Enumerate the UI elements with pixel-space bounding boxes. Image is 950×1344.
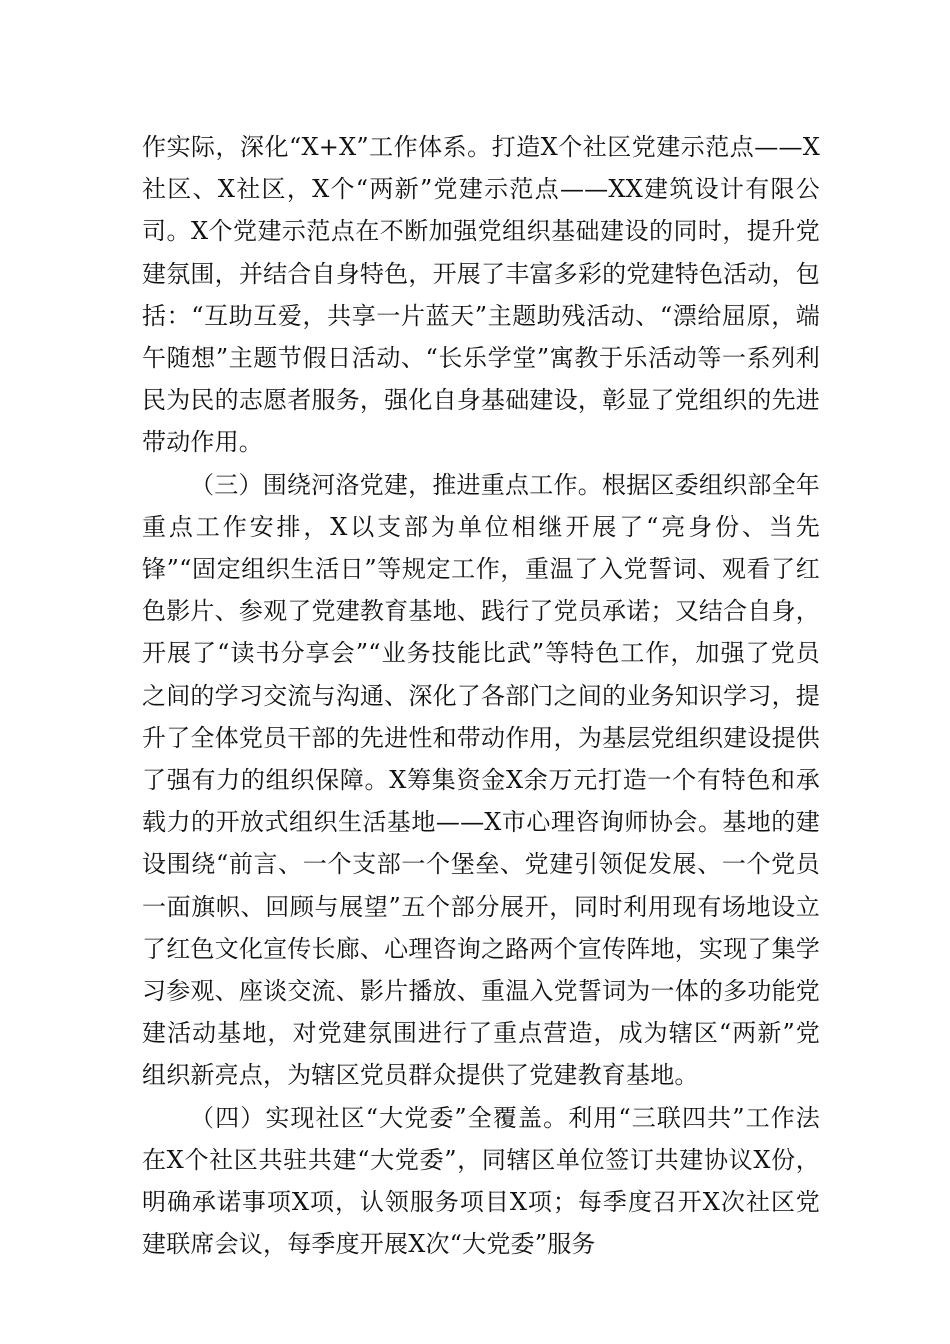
paragraph-continuation: 作实际，深化“X+X”工作体系。打造X个社区党建示范点——X社区、X社区，X个“两新”党建示范点——XX建筑设计有限公司。X个党建示范点在不断加强党组织基础建设的同时，提升党建氛围，并结合自身特色，开展了丰富多彩的党建特色活动，包括：“互助互爱，共享一片蓝天”主题助残活动、“漂给屈原，端午随想”主题节假日活动、“长乐学堂”寓教于乐活动等一系列利民为民的志愿者服务，强化自身基础建设，彰显了党组织的先进带动作用。 xyxy=(142,133,820,457)
paragraph-section-three: （三）围绕河洛党建，推进重点工作。根据区委组织部全年重点工作安排，X以支部为单位相继开展了“亮身份、当先锋”“固定组织生活日”等规定工作，重温了入党誓词、观看了红色影片、参观了党建教育基地、践行了党员承诺；又结合自身，开展了“读书分享会”“业务技能比武”等特色工作，加强了党员之间的学习交流与沟通、深化了各部门之间的业务知识学习，提升了全体党员干部的先进性和带动作用，为基层党组织建设提供了强有力的组织保障。X筹集资金X余万元打造一个有特色和承载力的开放式组织生活基地——X市心理咨询师协会。基地的建设围绕“前言、一个支部一个堡垒、党建引领促发展、一个党员一面旗帜、回顾与展望”五个部分展开，同时利用现有场地设立了红色文化宣传长廊、心理咨询之路两个宣传阵地，实现了集学习参观、座谈交流、影片播放、重温入党誓词为一体的多功能党建活动基地，对党建氛围进行了重点营造，成为辖区“两新”党组织新亮点，为辖区党员群众提供了党建教育基地。 xyxy=(142,470,820,1090)
paragraph-section-four: （四）实现社区“大党委”全覆盖。利用“三联四共”工作法在X个社区共驻共建“大党委”，同辖区单位签订共建协议X份，明确承诺事项X项，认领服务项目X项；每季度召开X次社区党建联席会议，每季度开展X次“大党委”服务 xyxy=(142,1103,820,1259)
body-text xyxy=(142,126,820,1265)
